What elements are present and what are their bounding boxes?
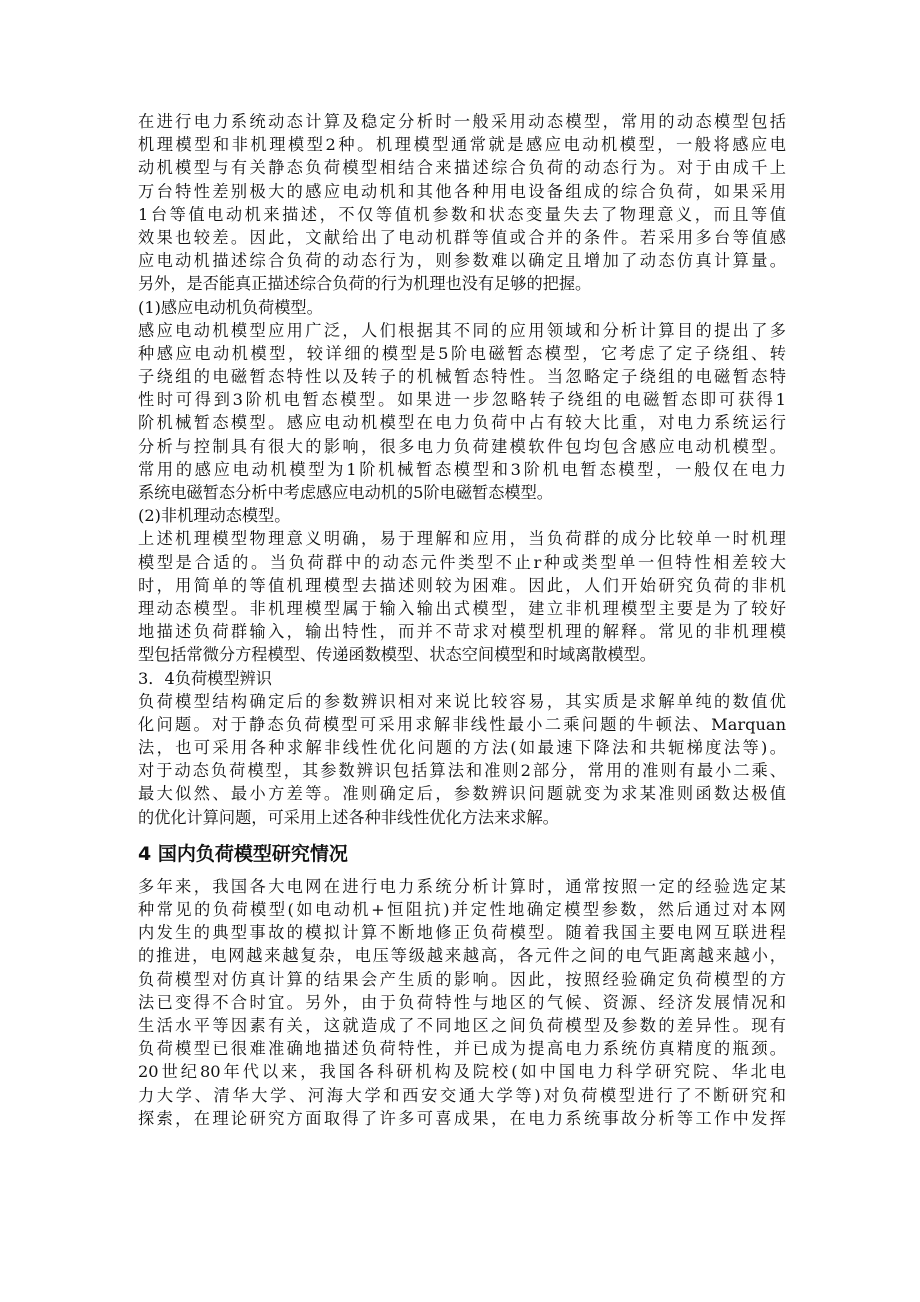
text-line: 力大学、清华大学、河海大学和西安交通大学等)对负荷模型进行了不断研究和 (138, 1085, 786, 1105)
text-line: 系统电磁暂态分析中考虑感应电动机的5阶电磁暂态模型。 (138, 483, 553, 502)
text-line: 子绕组的电磁暂态特性以及转子的机械暂态特性。当忽略定子绕组的电磁暂态特 (138, 367, 786, 387)
text-line: 内发生的典型事故的模拟计算不断地修正负荷模型。随着我国主要电网互联进程 (138, 923, 786, 943)
document-page (138, 110, 786, 1130)
text-line: 理动态模型。非机理模型属于输入输出式模型，建立非机理模型主要是为了较好 (138, 598, 786, 618)
text-line: 上述机理模型物理意义明确，易于理解和应用，当负荷群的成分比较单一时机理 (138, 529, 786, 549)
text-line: 多年来，我国各大电网在进行电力系统分析计算时，通常按照一定的经验选定某 (138, 876, 786, 896)
text-line: 地描述负荷群输入，输出特性，而并不苛求对模型机理的解释。常见的非机理模 (138, 622, 786, 642)
text-line: 型包括常微分方程模型、传递函数模型、状态空间模型和时域离散模型。 (138, 645, 656, 665)
text-line: 万台特性差别极大的感应电动机和其他各种用电设备组成的综合负荷，如果采用 (138, 181, 786, 201)
text-line: 负荷模型结构确定后的参数辨识相对来说比较容易，其实质是求解单纯的数值优 (138, 691, 786, 711)
text-line: 种感应电动机模型，较详细的模型是5阶电磁暂态模型，它考虑了定子绕组、转 (138, 343, 786, 363)
text-line: 另外，是否能真正描述综合负荷的行为机理也没有足够的把握。 (138, 274, 592, 294)
text-line: 负荷模型对仿真计算的结果会产生质的影响。因此，按照经验确定负荷模型的方 (138, 969, 786, 989)
text-line: 性时可得到3阶机电暂态模型。如果进一步忽略转子绕组的电磁暂态即可获得1 (138, 390, 786, 410)
text-line: 生活水平等因素有关，这就造成了不同地区之间负荷模型及参数的差异性。现有 (138, 1015, 786, 1035)
text-block-1 (138, 110, 786, 829)
text-line: 时，用简单的等值机理模型去描述则较为困难。因此，人们开始研究负荷的非机 (138, 575, 786, 595)
text-line: 的优化计算问题，可采用上述各种非线性优化方法来求解。 (138, 807, 559, 827)
text-line: 应电动机描述综合负荷的动态行为，则参数难以确定且增加了动态仿真计算量。 (138, 251, 786, 271)
text-line: 在进行电力系统动态计算及稳定分析时一般采用动态模型，常用的动态模型包括 (138, 112, 786, 131)
text-line: 感应电动机模型应用广泛，人们根据其不同的应用领域和分析计算目的提出了多 (138, 320, 786, 340)
text-line: 20世纪80年代以来，我国各科研机构及院校(如中国电力科学研究院、华北电 (138, 1062, 786, 1082)
text-line: 法已变得不合时宜。另外，由于负荷特性与地区的气候、资源、经济发展情况和 (138, 992, 786, 1012)
section-title: 3．4负荷模型辨识 (138, 668, 272, 688)
text-line: 法，也可采用各种求解非线性优化问题的方法(如最速下降法和共轭梯度法等)。 (138, 738, 786, 758)
text-line: 效果也较差。因此，文献给出了电动机群等值或合并的条件。若采用多台等值感 (138, 227, 786, 247)
text-line: 机理模型和非机理模型2种。机理模型通常就是感应电动机模型，一般将感应电 (138, 135, 786, 155)
text-line: 模型是合适的。当负荷群中的动态元件类型不止r种或类型单一但特性相差较大 (138, 552, 786, 572)
text-line: 动机模型与有关静态负荷模型相结合来描述综合负荷的动态行为。对于由成千上 (138, 158, 786, 178)
text-line: 负荷模型已很难准确地描述负荷特性，并已成为提高电力系统仿真精度的瓶颈。 (138, 1039, 786, 1059)
text-line: 分析与控制具有很大的影响，很多电力负荷建模软件包均包含感应电动机模型。 (138, 436, 786, 456)
text-line: 对于动态负荷模型，其参数辨识包括算法和准则2部分，常用的准则有最小二乘、 (138, 761, 786, 781)
text-line: 的推进，电网越来越复杂，电压等级越来越高，各元件之间的电气距离越来越小， (138, 946, 786, 966)
text-block-2 (138, 875, 786, 1130)
text-line: 种常见的负荷模型(如电动机+恒阻抗)并定性地确定模型参数，然后通过对本网 (138, 900, 786, 919)
section-heading: 4 国内负荷模型研究情况 (138, 842, 348, 865)
subsection-title: (2)非机理动态模型。 (138, 506, 291, 526)
text-line: 阶机械暂态模型。感应电动机模型在电力负荷中占有较大比重，对电力系统运行 (138, 413, 786, 433)
text-line: 最大似然、最小方差等。准则确定后，参数辨识问题就变为求某准则函数达极值 (138, 784, 786, 804)
text-line: 化问题。对于静态负荷模型可采用求解非线性最小二乘问题的牛顿法、Marquan (138, 714, 786, 734)
text-line: 探索，在理论研究方面取得了许多可喜成果，在电力系统事故分析等工作中发挥 (138, 1108, 786, 1128)
text-line: 1台等值电动机来描述，不仅等值机参数和状态变量失去了物理意义，而且等值 (138, 204, 786, 224)
subsection-title: (1)感应电动机负荷模型。 (138, 297, 323, 317)
text-line: 常用的感应电动机模型为1阶机械暂态模型和3阶机电暂态模型，一般仅在电力 (138, 459, 786, 479)
